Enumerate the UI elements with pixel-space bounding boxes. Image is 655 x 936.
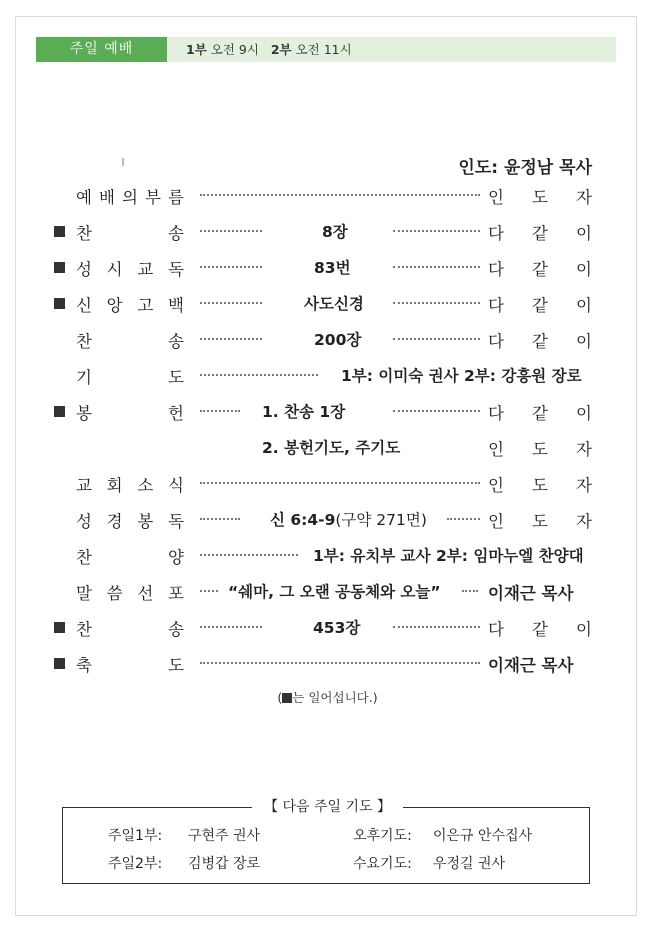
order-who-char: 자 [576,512,592,531]
order-item-name [76,288,184,320]
prayer-key-3: 주일2부: [108,856,163,872]
stand-mark-icon [54,298,65,309]
order-item-who [488,252,592,284]
order-item-name [76,180,184,212]
order-row [0,504,655,536]
dot-leader [200,302,262,304]
order-item-char: 양 [168,548,184,567]
order-item-char: 찬 [76,620,92,639]
order-item-content-text: “쉐마, 그 오랜 공동체와 오늘” [228,583,441,601]
order-who-char: 같 [532,296,548,315]
order-item-content-extra: (구약 271면) [335,511,427,529]
order-who-char: 도 [532,440,548,459]
order-item-char: 의 [122,188,138,207]
order-item-content-text: 1부: 이미숙 권사 2부: 강흥원 장로 [341,367,582,385]
order-item-who: 이재근 목사 [488,656,574,675]
order-row [0,468,655,500]
order-item-who [488,288,592,320]
dot-leader [200,662,480,664]
order-item-char: 송 [168,332,184,351]
order-item-content [322,216,348,248]
dot-leader [200,410,240,412]
order-item-char: 찬 [76,332,92,351]
order-item-char: 도 [168,368,184,387]
order-who-char: 이 [576,620,592,639]
order-item-char: 씀 [106,584,123,603]
order-item-who [488,432,592,464]
prayer-key-2: 오후기도: [353,828,412,844]
order-who-char: 이 [576,224,592,243]
dot-leader [200,230,262,232]
first-service-label: 1부 [186,42,207,57]
order-item-name [76,252,184,284]
order-who-char: 이 [576,332,592,351]
dot-leader [200,626,262,628]
order-who-char: 같 [532,332,548,351]
order-who-char: 같 [532,620,548,639]
order-item-char: 축 [76,656,92,675]
order-who-char: 이 [576,260,592,279]
order-who-char: 이 [576,296,592,315]
dot-leader [447,518,480,520]
note-text: 는 일어섭니다. [292,690,373,705]
order-item-char: 송 [168,224,184,243]
second-service-label: 2부 [270,42,292,57]
order-who-char: 인 [488,188,504,207]
second-service-time: 오전 11시 [295,42,352,57]
order-item-who [488,504,592,536]
service-tag: 주일 예배 [36,37,167,62]
dot-leader [393,410,480,412]
order-item-char: 신 [76,296,92,315]
order-item-char: 독 [168,260,184,279]
note-open: ( [277,690,283,705]
order-item-content-text: 83번 [314,259,351,277]
order-item-name [76,504,184,536]
prayer-key-4: 수요기도: [353,856,412,872]
order-who-char: 다 [488,404,504,423]
standing-mark-icon [282,693,292,703]
order-who-char: 다 [488,620,504,639]
order-item-name [76,468,184,500]
worship-leader: 인도: 윤정남 목사 [458,158,592,178]
order-item-name [76,576,184,608]
order-item-content-text: 8장 [322,223,348,241]
prayer-value-3: 김병갑 장로 [188,856,261,872]
order-row [0,288,655,320]
stand-mark-icon [54,226,65,237]
order-who-char: 자 [576,188,592,207]
order-who-char: 자 [576,440,592,459]
standing-note [0,688,655,706]
order-item-name [76,360,184,392]
order-item-who [488,468,592,500]
order-row [0,432,655,464]
stand-mark-icon [54,622,65,633]
order-who-char: 인 [488,476,504,495]
order-row [0,396,655,428]
order-item-content-text: 1부: 유치부 교사 2부: 임마누엘 찬양대 [313,547,584,565]
dot-leader [200,554,298,556]
stand-mark-icon [54,406,65,417]
order-item-content [262,396,345,428]
order-item-char: 름 [168,188,184,207]
service-header [36,37,616,62]
order-item-who [488,216,592,248]
order-item-content-text: 사도신경 [304,295,364,313]
order-who-char: 같 [532,404,548,423]
order-who-char: 다 [488,296,504,315]
order-who-char: 이 [576,404,592,423]
order-item-char: 송 [168,620,184,639]
stand-mark-icon [54,658,65,669]
dot-leader [393,230,480,232]
order-item-char: 식 [168,476,184,495]
stand-mark-icon [54,262,65,273]
order-item-char: 고 [137,296,154,315]
order-item-content [262,432,400,464]
order-item-char: 소 [137,476,154,495]
order-item-char: 앙 [106,296,123,315]
order-item-content [270,504,427,536]
order-item-content-text: 신 6:4-9 [270,511,336,529]
order-item-char: 시 [106,260,123,279]
order-item-content [304,288,364,320]
order-item-name [76,540,184,572]
order-item-char: 봉 [76,404,92,423]
order-item-content-text: 453장 [313,619,361,637]
order-who-char: 같 [532,224,548,243]
order-item-char: 경 [106,512,123,531]
order-item-char: 도 [168,656,184,675]
order-item-who [488,180,592,212]
order-item-char: 회 [106,476,123,495]
service-schedule [186,37,352,62]
order-row [0,360,655,392]
order-who-char: 다 [488,260,504,279]
order-row [0,612,655,644]
order-item-who [488,396,592,428]
order-item-content-text: 1. 찬송 1장 [262,403,346,421]
order-item-name [76,612,184,644]
dot-leader [200,266,262,268]
order-item-content [313,540,584,572]
order-who-char: 다 [488,224,504,243]
prayer-value-2: 이은규 안수집사 [433,828,533,844]
order-row [0,540,655,572]
next-prayer-title [0,796,655,816]
dot-leader [200,518,240,520]
dot-leader [200,374,318,376]
prayer-value-1: 구현주 권사 [188,828,261,844]
order-who-char: 도 [532,476,548,495]
order-item-char: 포 [168,584,184,603]
order-item-name [76,324,184,356]
order-who-char: 인 [488,512,504,531]
order-item-char: 교 [137,260,154,279]
order-item-name [76,648,184,680]
order-item-who [488,612,592,644]
order-item-content [228,576,441,608]
order-item-char: 찬 [76,548,92,567]
order-item-char: 선 [137,584,154,603]
order-item-content [341,360,582,392]
order-item-name [76,396,184,428]
order-who-char: 도 [532,512,548,531]
dot-leader [393,626,480,628]
order-item-char: 교 [76,476,92,495]
prayer-key-1: 주일1부: [108,828,163,844]
prayer-value-4: 우정길 권사 [433,856,506,872]
order-row [0,216,655,248]
dot-leader [393,302,480,304]
order-item-char: 부 [145,188,161,207]
order-item-char: 백 [168,296,184,315]
order-row [0,180,655,212]
order-row [0,648,655,680]
note-close: ) [372,690,378,705]
dot-leader [393,338,480,340]
page-frame [15,16,637,916]
next-prayer-title-text: 【 다음 주일 기도 】 [252,799,403,815]
order-item-content-text: 200장 [314,331,362,349]
order-item-char: 찬 [76,224,92,243]
order-item-char: 성 [76,512,92,531]
dot-leader [393,266,480,268]
order-row [0,576,655,608]
order-item-name [76,216,184,248]
dot-leader [200,482,480,484]
order-item-content [314,324,361,356]
order-item-who: 이재근 목사 [488,584,574,603]
order-who-char: 인 [488,440,504,459]
first-service-time: 오전 9시 [210,42,259,57]
order-item-char: 독 [168,512,184,531]
order-row [0,324,655,356]
dot-leader [200,194,480,196]
order-item-char: 배 [99,188,115,207]
dot-leader [200,338,262,340]
order-item-char: 성 [76,260,92,279]
order-item-content [313,612,360,644]
dot-leader [462,590,478,592]
scan-mark [122,158,124,166]
dot-leader [200,590,218,592]
order-who-char: 자 [576,476,592,495]
order-item-char: 봉 [137,512,154,531]
order-who-char: 다 [488,332,504,351]
order-item-char: 헌 [168,404,184,423]
order-row [0,252,655,284]
order-item-who [488,324,592,356]
order-item-content-text: 2. 봉헌기도, 주기도 [262,439,401,457]
order-who-char: 같 [532,260,548,279]
order-item-char: 말 [76,584,92,603]
order-who-char: 도 [532,188,548,207]
order-item-content [314,252,351,284]
order-item-char: 기 [76,368,92,387]
order-item-char: 예 [76,188,92,207]
